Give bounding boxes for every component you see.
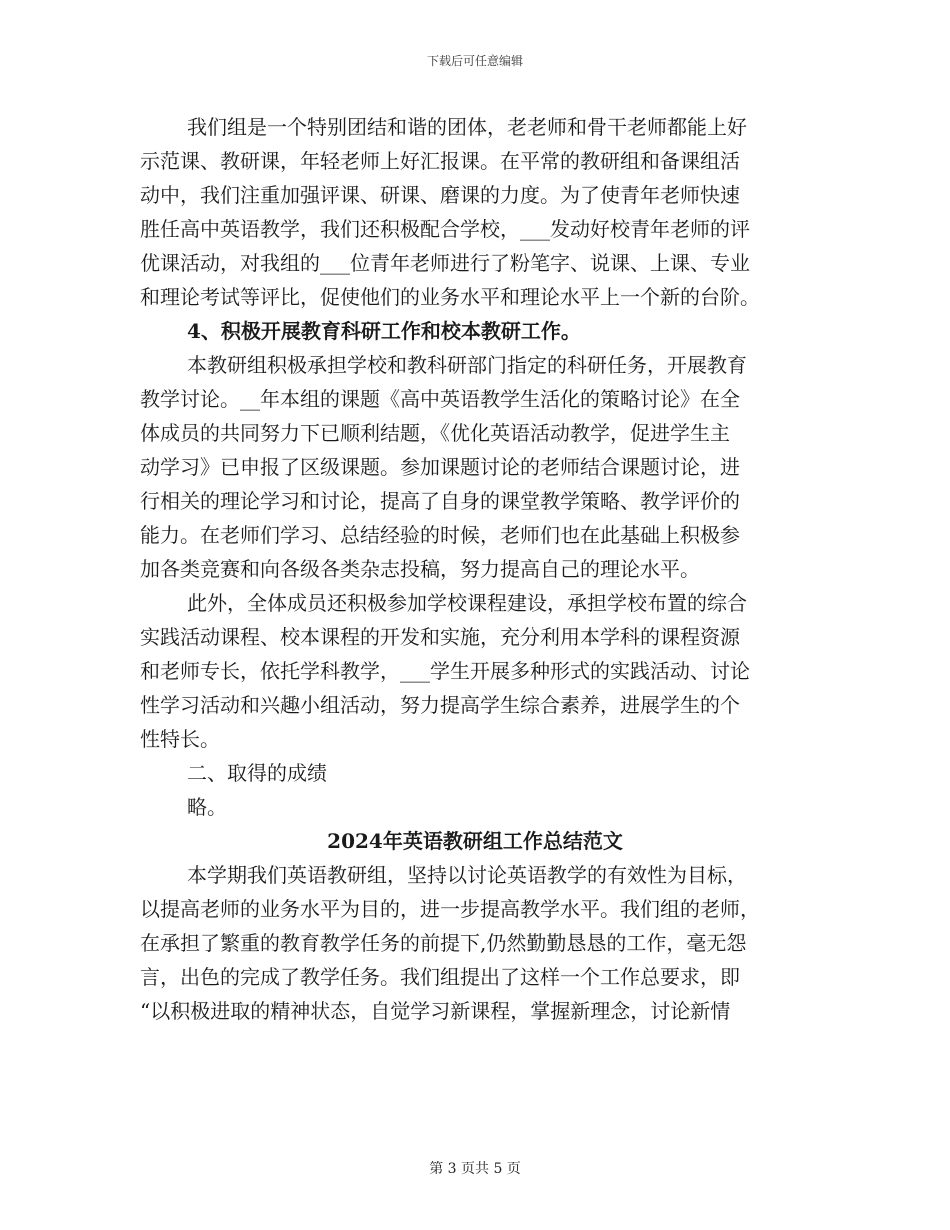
text-line: 我们组是一个特别团结和谐的团体，老老师和骨干老师都能上好 — [187, 115, 747, 139]
text-line: 性特长。 — [140, 727, 220, 751]
text-line: 和理论考试等评比，促使他们的业务水平和理论水平上一个新的台阶。 — [140, 285, 760, 309]
section-heading: 二、取得的成绩 — [187, 761, 327, 785]
text-line: 行相关的理论学习和讨论，提高了自身的课堂教学策略、教学评价的 — [140, 489, 740, 513]
text-line: “以积极进取的精神状态，自觉学习新课程，掌握新理念，讨论新情 — [140, 999, 731, 1023]
text-line: 言，出色的完成了教学任务。我们组提出了这样一个工作总要求，即 — [140, 965, 740, 989]
document-body — [140, 110, 810, 1028]
text-line: 本学期我们英语教研组，坚持以讨论英语教学的有效性为目标， — [187, 863, 747, 887]
text-line: 此外，全体成员还积极参加学校课程建设，承担学校布置的综合 — [187, 591, 747, 615]
text-line: 优课活动，对我组的___位青年老师进行了粉笔字、说课、上课、专业 — [140, 251, 750, 275]
text-line: 动学习》已申报了区级课题。参加课题讨论的老师结合课题讨论，进 — [140, 455, 740, 479]
text-line: 略。 — [187, 795, 227, 819]
text-line: 能力。在老师们学习、总结经验的时候，老师们也在此基础上积极参 — [140, 523, 740, 547]
text-line: 胜任高中英语教学，我们还积极配合学校，___发动好校青年老师的评 — [140, 217, 750, 241]
text-line: 示范课、教研课，年轻老师上好汇报课。在平常的教研组和备课组活 — [140, 149, 740, 173]
page-header: 下载后可任意编辑 — [426, 54, 523, 68]
text-line: 教学讨论。__年本组的课题《高中英语教学生活化的策略讨论》在全 — [140, 387, 740, 411]
page-footer: 第 3 页共 5 页 — [429, 1161, 521, 1177]
section-heading: 4、积极开展教育科研工作和校本教研工作。 — [187, 319, 581, 343]
text-line: 加各类竞赛和向各级各类杂志投稿，努力提高自己的理论水平。 — [140, 557, 700, 581]
text-line: 性学习活动和兴趣小组活动，努力提高学生综合素养，进展学生的个 — [140, 693, 740, 717]
text-line: 实践活动课程、校本课程的开发和实施，充分利用本学科的课程资源 — [140, 625, 740, 649]
text-line: 动中，我们注重加强评课、研课、磨课的力度。为了使青年老师快速 — [140, 183, 740, 207]
text-line: 本教研组积极承担学校和教科研部门指定的科研任务，开展教育 — [187, 353, 747, 377]
text-line: 体成员的共同努力下已顺利结题，《优化英语活动教学，促进学生主 — [140, 421, 730, 445]
text-line: 和老师专长，依托学科教学，___学生开展多种形式的实践活动、讨论 — [140, 659, 750, 683]
text-line: 在承担了繁重的教育教学任务的前提下,仍然勤勤恳恳的工作，毫无怨 — [140, 931, 747, 955]
document-title: 2024年英语教研组工作总结范文 — [327, 829, 623, 853]
text-line: 以提高老师的业务水平为目的，进一步提高教学水平。我们组的老师， — [140, 897, 760, 921]
